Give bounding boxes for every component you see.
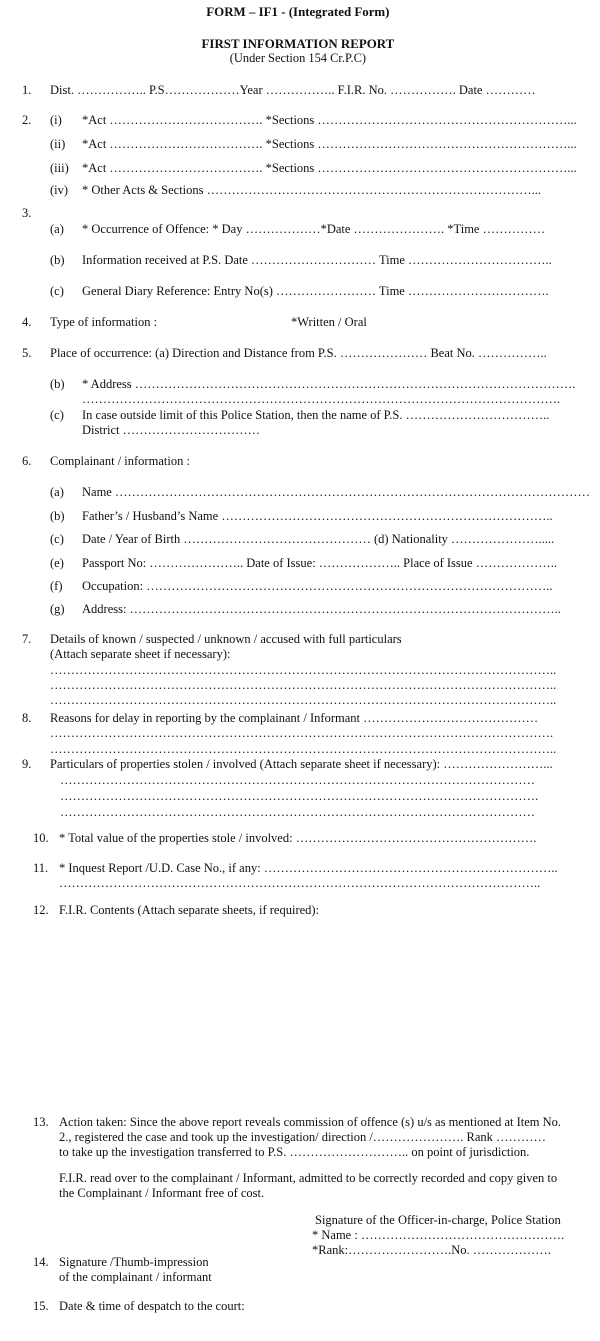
item-4-label: Type of information : <box>50 315 158 329</box>
item-4-value: *Written / Oral <box>291 315 367 329</box>
item-2-row-label: (iii) <box>50 161 69 175</box>
item-9-dotted-line: …………………………………………………………………………………………………… <box>60 805 535 819</box>
item-6-row-label: (e) <box>50 556 64 570</box>
item-10-line: * Total value of the properties stole / involved: …………………………………………………. <box>59 831 537 845</box>
item-5b-label: (b) <box>50 377 65 391</box>
item-6-row-text: Address: ………………………………………………………………………………………….. <box>82 602 561 616</box>
item-14-number: 14. <box>33 1255 49 1269</box>
item-13-line: to take up the investigation transferred to P.S. ……………………….. on point of jurisdiction. <box>59 1145 530 1159</box>
item-3-row-label: (b) <box>50 253 65 267</box>
item-8-number: 8. <box>22 711 32 725</box>
item-7-dotted-line: ………………………………………………………………………………………………………….. <box>50 693 557 707</box>
item-6-row-label: (b) <box>50 509 65 523</box>
item-11-line: * Inquest Report /U.D. Case No., if any: …………………………………………………………….. <box>59 861 558 875</box>
item-3-row-text: * Occurrence of Offence: * Day ………………*Date …………………. *Time …………… <box>82 222 546 236</box>
item-2-row-label: (i) <box>50 113 62 127</box>
item-6-row-text: Father’s / Husband’s Name …………………………………………………………………….. <box>82 509 553 523</box>
item-12-line: F.I.R. Contents (Attach separate sheets, if required): <box>59 903 320 917</box>
form-title: FORM – IF1 - (Integrated Form) <box>206 4 390 19</box>
item-11-number: 11. <box>33 861 49 875</box>
item-6-label: Complainant / information : <box>50 454 190 468</box>
item-7-dotted-line: ………………………………………………………………………………………………………….. <box>50 678 557 692</box>
item-3-number: 3. <box>22 206 32 220</box>
item-9-number: 9. <box>22 757 32 771</box>
item-5-line: Place of occurrence: (a) Direction and Distance from P.S. ………………… Beat No. …………….. <box>50 346 547 360</box>
item-6-row-label: (g) <box>50 602 65 616</box>
item-9-line: Particulars of properties stolen / involved (Attach separate sheet if necessary): ……………………... <box>50 757 553 771</box>
item-2-row-label: (iv) <box>50 183 69 197</box>
item-8-dotted-line: ………………………………………………………………………………………………………….. <box>50 742 557 756</box>
item-13-line: 2., registered the case and took up the investigation/ direction /…………………. Rank ………… <box>59 1130 547 1144</box>
item-2-row-text: *Act ………………………………. *Sections ……………………………………………………... <box>82 137 577 151</box>
officer-name-field: * Name : …………………………………………. <box>312 1228 565 1242</box>
item-8-dotted-line: …………………………………………………………………………………………………………. <box>50 726 554 740</box>
item-7-note: (Attach separate sheet if necessary): <box>50 647 231 661</box>
item-13-line: F.I.R. read over to the complainant / Informant, admitted to be correctly recorded and copy given to <box>59 1171 558 1185</box>
item-12-number: 12. <box>33 903 49 917</box>
item-5c-line: In case outside limit of this Police Station, then the name of P.S. …………………………….. <box>82 408 550 422</box>
item-6-row-text: Date / Year of Birth ……………………………………… (d) Nationality …………………..... <box>82 532 555 546</box>
item-1-line: Dist. …………….. P.S………………Year …………….. F.I.R. No. ……………. Date ………… <box>50 83 536 97</box>
item-15-line: Date & time of despatch to the court: <box>59 1299 245 1313</box>
item-4-number: 4. <box>22 315 32 329</box>
item-8-line: Reasons for delay in reporting by the complainant / Informant …………………………………… <box>50 711 539 725</box>
item-7-line: Details of known / suspected / unknown / accused with full particulars <box>50 632 402 646</box>
item-3-row-label: (a) <box>50 222 64 236</box>
item-7-dotted-line: ………………………………………………………………………………………………………….. <box>50 663 557 677</box>
item-6-row-label: (c) <box>50 532 64 546</box>
item-9-dotted-line: …………………………………………………………………………………………………… <box>60 773 535 787</box>
item-14-line: of the complainant / informant <box>59 1270 212 1284</box>
item-5-number: 5. <box>22 346 32 360</box>
item-2-row-text: *Act ………………………………. *Sections ……………………………………………………... <box>82 161 577 175</box>
item-2-row-text: * Other Acts & Sections ……………………………………………………………………... <box>82 183 542 197</box>
officer-signature-title: Signature of the Officer-in-charge, Police Station <box>315 1213 561 1227</box>
item-11-dotted-line: …………………………………………………………………………………………………….. <box>59 876 541 890</box>
item-6-row-text: Occupation: …………………………………………………………………………………….. <box>82 579 553 593</box>
report-subtitle: (Under Section 154 Cr.P.C) <box>229 51 366 65</box>
item-14-line: Signature /Thumb-impression <box>59 1255 209 1269</box>
item-3-row-label: (c) <box>50 284 64 298</box>
item-2-row-text: *Act ………………………………. *Sections ……………………………………………………... <box>82 113 577 127</box>
item-6-row-text: Name …………………………………………………………………………………………………… <box>82 485 590 499</box>
officer-rank-field: *Rank:…………………….No. ………………. <box>312 1243 551 1257</box>
item-2-row-label: (ii) <box>50 137 66 151</box>
item-15-number: 15. <box>33 1299 49 1313</box>
item-3-row-text: Information received at P.S. Date ………………………… Time …………………………….. <box>82 253 552 267</box>
item-5c-label: (c) <box>50 408 64 422</box>
item-2-number: 2. <box>22 113 32 127</box>
item-3-row-text: General Diary Reference: Entry No(s) …………………… Time ……………………………. <box>82 284 549 298</box>
report-title: FIRST INFORMATION REPORT <box>201 36 395 51</box>
item-1-number: 1. <box>22 83 32 97</box>
item-5b-address: * Address ……………………………………………………………………………………………. <box>82 377 576 391</box>
item-13-line: the Complainant / Informant free of cost. <box>59 1186 265 1200</box>
item-6-row-text: Passport No: ………………….. Date of Issue: ……………….. Place of Issue ……………….. <box>82 556 557 570</box>
item-13-number: 13. <box>33 1115 49 1129</box>
item-6-row-label: (f) <box>50 579 63 593</box>
item-5c-district: District …………………………… <box>82 423 261 437</box>
item-13-line: Action taken: Since the above report reveals commission of offence (s) u/s as mentioned at Item No. <box>59 1115 562 1129</box>
item-6-row-label: (a) <box>50 485 64 499</box>
item-6-number: 6. <box>22 454 32 468</box>
item-9-dotted-line: ……………………………………………………………………………………………………. <box>60 789 539 803</box>
item-10-number: 10. <box>33 831 49 845</box>
item-5b-address-cont: ……………………………………………………………………………………………………. <box>82 392 561 406</box>
item-7-number: 7. <box>22 632 32 646</box>
